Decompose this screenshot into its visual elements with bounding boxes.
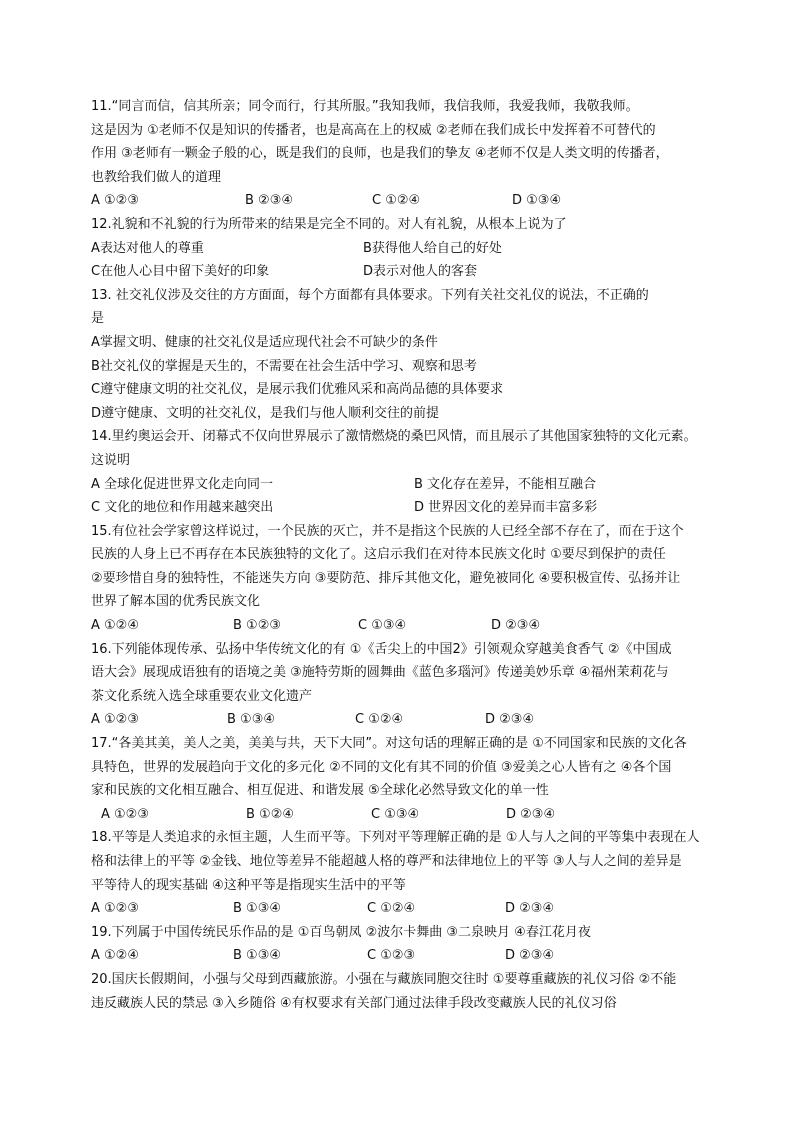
question-13 xyxy=(91,284,703,426)
question-text: 18.平等是人类追求的永恒主题，人生而平等。下列对平等理解正确的是 ①人与人之间的平等集中表现在人 xyxy=(91,830,700,846)
option-b: B ①②③ xyxy=(233,618,282,634)
option-b: B ①③④ xyxy=(233,948,282,964)
question-text: 11.“同言而信，信其所亲；同令而行，行其所服。”我知我师，我信我师，我爱我师，我敬我师。 xyxy=(91,99,639,114)
question-17 xyxy=(91,732,703,826)
option-b: B ①②④ xyxy=(246,806,295,822)
question-text: 语大会》展现成语独有的语境之美 ③施特劳斯的圆舞曲《蓝色多瑙河》传递美妙乐章 ④福州茉莉花与 xyxy=(91,665,669,681)
answer-options xyxy=(91,473,703,497)
question-18 xyxy=(91,826,703,920)
question-text: 家和民族的文化相互融合、相互促进、和谐发展 ⑤全球化必然导致文化的单一性 xyxy=(91,783,549,799)
answer-options xyxy=(91,708,703,732)
question-text: 这是因为 ①老师不仅是知识的传播者，也是高高在上的权威 ②老师在我们成长中发挥着不可替代的 xyxy=(91,122,656,138)
option-a: A掌握文明、健康的社交礼仪是适应现代社会不可缺少的条件 xyxy=(91,334,438,350)
answer-options xyxy=(91,496,703,520)
question-text: 这说明 xyxy=(91,452,131,468)
question-text: 是 xyxy=(91,311,105,327)
question-page xyxy=(91,95,703,1015)
option-c: C遵守健康文明的社交礼仪，是展示我们优雅风采和高尚品德的具体要求 xyxy=(91,382,504,398)
answer-options xyxy=(91,189,703,213)
option-d: D遵守健康、文明的社交礼仪，是我们与他人顺利交往的前提 xyxy=(91,405,440,421)
option-a: A ①②③ xyxy=(101,806,149,822)
option-c: C ①③④ xyxy=(371,806,420,822)
question-11 xyxy=(91,95,703,213)
option-b: B ①③④ xyxy=(227,712,276,728)
question-text: 14.里约奥运会开、闭幕式不仅向世界展示了激情燃烧的桑巴风情，而且展示了其他国家独特的文化元素。 xyxy=(91,429,697,445)
question-19 xyxy=(91,921,703,968)
option-d: D ①③④ xyxy=(512,193,562,209)
option-c: C ①②③ xyxy=(367,948,416,964)
option-b: B获得他人给自己的好处 xyxy=(363,240,502,256)
question-text: 16.下列能体现传承、弘扬中华传统文化的有 ①《舌尖上的中国2》引领观众穿越美食香气 ②《中国成 xyxy=(91,641,672,657)
option-a: A ①②④ xyxy=(91,948,139,964)
answer-options xyxy=(91,897,703,921)
question-15 xyxy=(91,520,703,638)
question-text: 20.国庆长假期间，小强与父母到西藏旅游。小强在与藏族同胞交往时 ①要尊重藏族的礼仪习俗 ②不能 xyxy=(91,971,677,987)
option-c: C在他人心目中留下美好的印象 xyxy=(91,264,270,280)
option-b: B社交礼仪的掌握是天生的，不需要在社会生活中学习、观察和思考 xyxy=(91,358,477,374)
question-text: 15.有位社会学家曾这样说过，一个民族的灭亡，并不是指这个民族的人已经全部不存在了，而在于这个 xyxy=(91,523,684,539)
option-d: D表示对他人的客套 xyxy=(363,264,478,280)
option-a: A ①②④ xyxy=(91,618,139,634)
question-text: 世界了解本国的优秀民族文化 xyxy=(91,594,261,610)
question-text: 17.“各美其美，美人之美，美美与共，天下大同”。对这句话的理解正确的是 ①不同国家和民族的文化各 xyxy=(91,736,687,752)
option-d: D ②③④ xyxy=(491,618,541,634)
question-text: 具特色，世界的发展趋向于文化的多元化 ②不同的文化有其不同的价值 ③爱美之心人皆有之 ④各个国 xyxy=(91,759,672,775)
question-text: 违反藏族人民的禁忌 ③入乡随俗 ④有权要求有关部门通过法律手段改变藏族人民的礼仪习俗 xyxy=(91,995,617,1011)
option-d: D ②③④ xyxy=(506,806,556,822)
option-a: A表达对他人的尊重 xyxy=(91,240,204,256)
question-text: ②要珍惜自身的独特性，不能迷失方向 ③要防范、排斥其他文化，避免被同化 ④要积极宣传、弘扬并让 xyxy=(91,570,681,586)
option-b: B ①③④ xyxy=(233,901,282,917)
answer-options xyxy=(91,803,703,827)
question-text: 12.礼貌和不礼貌的行为所带来的结果是完全不同的。对人有礼貌，从根本上说为了 xyxy=(91,216,567,232)
question-text: 平等待人的现实基础 ④这种平等是指现实生活中的平等 xyxy=(91,877,406,893)
answer-options xyxy=(91,237,703,261)
option-d: D 世界因文化的差异而丰富多彩 xyxy=(414,500,598,516)
option-b: B 文化存在差异，不能相互融合 xyxy=(414,476,597,492)
answer-options xyxy=(91,260,703,284)
option-a: A ①②③ xyxy=(91,901,139,917)
option-d: D ②③④ xyxy=(505,901,555,917)
answer-options xyxy=(91,944,703,968)
option-a: A 全球化促进世界文化走向同一 xyxy=(91,476,274,492)
option-c: C ①③④ xyxy=(358,618,407,634)
question-text: 茶文化系统入选全球重要农业文化遗产 xyxy=(91,688,313,704)
option-c: C 文化的地位和作用越来越突出 xyxy=(91,500,274,516)
option-d: D ②③④ xyxy=(485,712,535,728)
question-text: 民族的人身上已不再存在本民族独特的文化了。这启示我们在对待本民族文化时 ①要尽到保护的责任 xyxy=(91,547,666,563)
option-c: C ①②④ xyxy=(367,901,416,917)
question-text: 格和法律上的平等 ②金钱、地位等差异不能超越人格的尊严和法律地位上的平等 ③人与人之间的差异是 xyxy=(91,854,682,869)
option-c: C ①②④ xyxy=(355,712,404,728)
question-text: 也教给我们做人的道理 xyxy=(91,169,222,185)
option-c: C ①②④ xyxy=(372,193,421,209)
answer-options xyxy=(91,614,703,638)
question-text: 19.下列属于中国传统民乐作品的是 ①百鸟朝凤 ②波尔卡舞曲 ③二泉映月 ④春江花月夜 xyxy=(91,924,591,940)
question-12 xyxy=(91,213,703,284)
option-d: D ②③④ xyxy=(505,948,555,964)
option-b: B ②③④ xyxy=(245,193,294,209)
question-text: 13. 社交礼仪涉及交往的方方面面，每个方面都有具体要求。下列有关社交礼仪的说法，不正确的 xyxy=(91,287,649,303)
question-14 xyxy=(91,425,703,519)
option-a: A ①②③ xyxy=(91,712,139,728)
question-16 xyxy=(91,638,703,732)
option-a: A ①②③ xyxy=(91,193,139,209)
question-20 xyxy=(91,968,703,1015)
question-text: 作用 ③老师有一颗金子般的心，既是我们的良师，也是我们的挚友 ④老师不仅是人类文明的传播者， xyxy=(91,146,669,162)
